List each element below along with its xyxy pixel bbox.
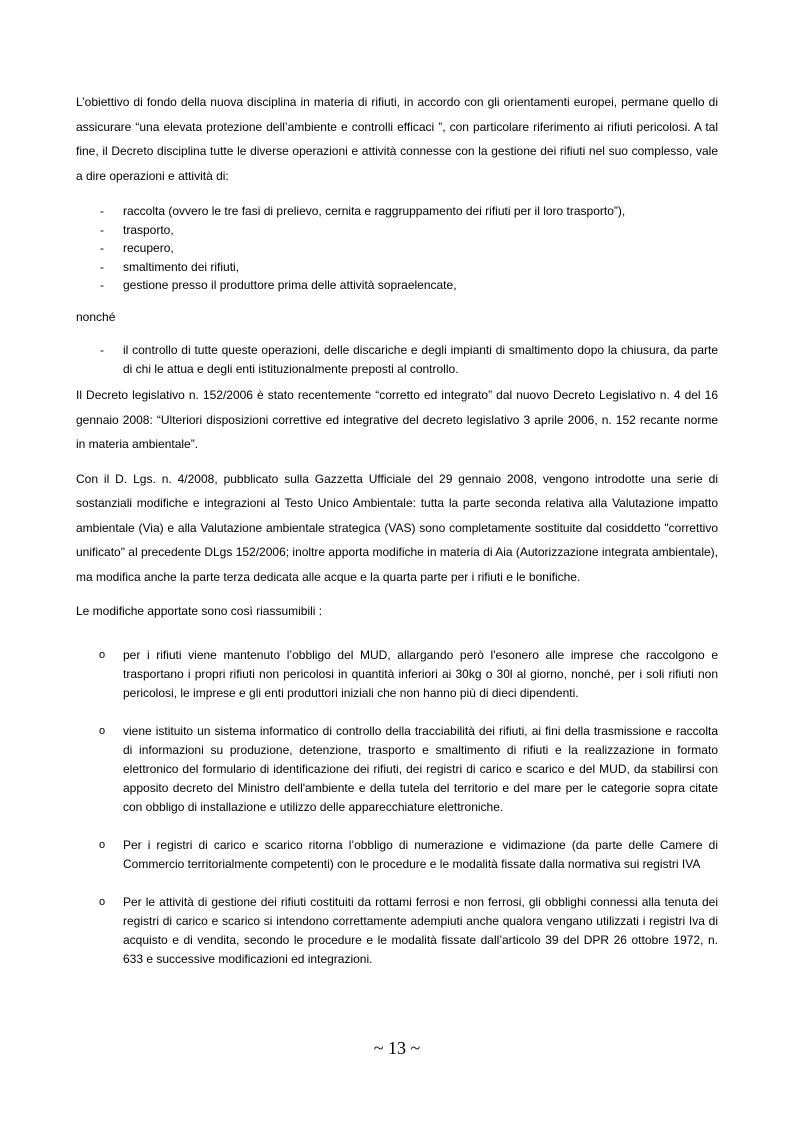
circle-bullet-icon: o [99,838,106,851]
list-item-text: recupero, [123,241,174,255]
summary-intro: Le modifiche apportate sono così riassumibili : [76,604,323,618]
list-item [76,893,718,969]
document-page [76,90,718,969]
decree-paragraph: Il Decreto legislativo n. 152/2006 è stato recentemente “corretto ed integrato” dal nuovo Decreto Legislativo n. 4 del 16 gennaio 2008: “Ulteriori disposizioni correttive ed integrative del decreto legislativo 3 aprile 2006, n. 152 recante norme in materia ambientale”. [76,388,718,451]
activities-list [76,202,718,295]
circle-bullet-icon: o [99,724,106,737]
control-list [76,341,718,378]
list-item [76,258,718,277]
list-item-text: il controllo di tutte queste operazioni, delle discariche e degli impianti di smaltimento dopo la chiusura, da parte di chi le attua e degli enti istituzionalmente preposti al controllo. [123,343,718,376]
nonche-text: nonché [76,309,116,324]
list-item [76,836,718,874]
list-item [76,646,718,703]
list-item-text: per i rifiuti viene mantenuto l’obbligo del MUD, allargando però l'esonero alle imprese che raccolgono e trasportano i propri rifiuti non pericolosi in quantità inferiori ai 30kg o 30l al giorno, nonché, per i soli rifiuti non pericolosi, le imprese e gli enti produttori iniziali che non hanno più di dieci dipendenti. [123,647,718,700]
list-item-text: Per i registri di carico e scarico ritorna l’obbligo di numerazione e vidimazione (da parte delle Camere di Commercio territorialmente competenti) con le procedure e le modalità fissate dalla normativa sui registri IVA [123,837,718,871]
circle-bullet-icon: o [99,648,106,661]
dash-marker: - [100,259,104,274]
list-item-text: raccolta (ovvero le tre fasi di prelievo, cernita e raggruppamento dei rifiuti per il loro trasporto”), [123,204,626,218]
intro-paragraph: L’obiettivo di fondo della nuova disciplina in materia di rifiuti, in accordo con gli orientamenti europei, permane quello di assicurare “una elevata protezione dell’ambiente e controlli efficaci ”, con particolare riferimento ai rifiuti pericolosi. A tal fine, il Decreto disciplina tutte le diverse operazioni e attività connesse con la gestione dei rifiuti nel suo complesso, vale a dire operazioni e attività di: [76,95,718,183]
list-item-text: smaltimento dei rifiuti, [123,259,240,274]
list-item [76,341,718,378]
list-item-text: viene istituito un sistema informatico di controllo della tracciabilità dei rifiuti, ai fini della trasmissione e raccolta di informazioni su produzione, detenzione, trasporto e smaltimento di rifiuti e la realizzazione in formato elettronico del formulario di identificazione dei rifiuti, dei registri di carico e scarico e del MUD, da stabilirsi con apposito decreto del Ministro dell'ambiente e della tutela del territorio e del mare per le categorie sopra citate con obbligo di installazione e utilizzo delle apparecchiature elettroniche. [123,723,718,814]
list-item [76,221,718,240]
dash-marker: - [100,204,104,218]
circle-bullet-icon: o [99,895,106,908]
list-item-text: trasporto, [123,222,174,237]
changes-list [76,646,718,969]
list-item-text: gestione presso il produttore prima delle attività sopraelencate, [123,278,457,292]
dash-marker: - [100,278,104,292]
dash-marker: - [100,343,104,357]
gazette-paragraph: Con il D. Lgs. n. 4/2008, pubblicato sulla Gazzetta Ufficiale del 29 gennaio 2008, vengono introdotte una serie di sostanziali modifiche e integrazioni al Testo Unico Ambientale: tutta la parte seconda relativa alla Valutazione impatto ambientale (Via) e alla Valutazione ambientale strategica (VAS) sono completamente sostituite dal cosiddetto "correttivo unificato" al precedente DLgs 152/2006; inoltre apporta modifiche in materia di Aia (Autorizzazione integrata ambientale), ma modifica anche la parte terza dedicata alle acque e la quarta parte per i rifiuti e le bonifiche. [76,471,718,584]
list-item [76,722,718,817]
list-item [76,239,718,258]
dash-marker: - [100,241,104,255]
list-item [76,202,718,221]
list-item-text: Per le attività di gestione dei rifiuti costituiti da rottami ferrosi e non ferrosi, gli obblighi connessi alla tenuta dei registri di carico e scarico si intendono correttamente adempiuti anche qualora vengano utilizzati i registri Iva di acquisto e di vendita, secondo le procedure e le modalità fissate dall’articolo 39 del DPR 26 ottobre 1972, n. 633 e successive modificazioni ed integrazioni. [123,894,718,966]
page-number: ~ 13 ~ [373,1038,421,1058]
list-item [76,276,718,295]
dash-marker: - [100,222,104,237]
